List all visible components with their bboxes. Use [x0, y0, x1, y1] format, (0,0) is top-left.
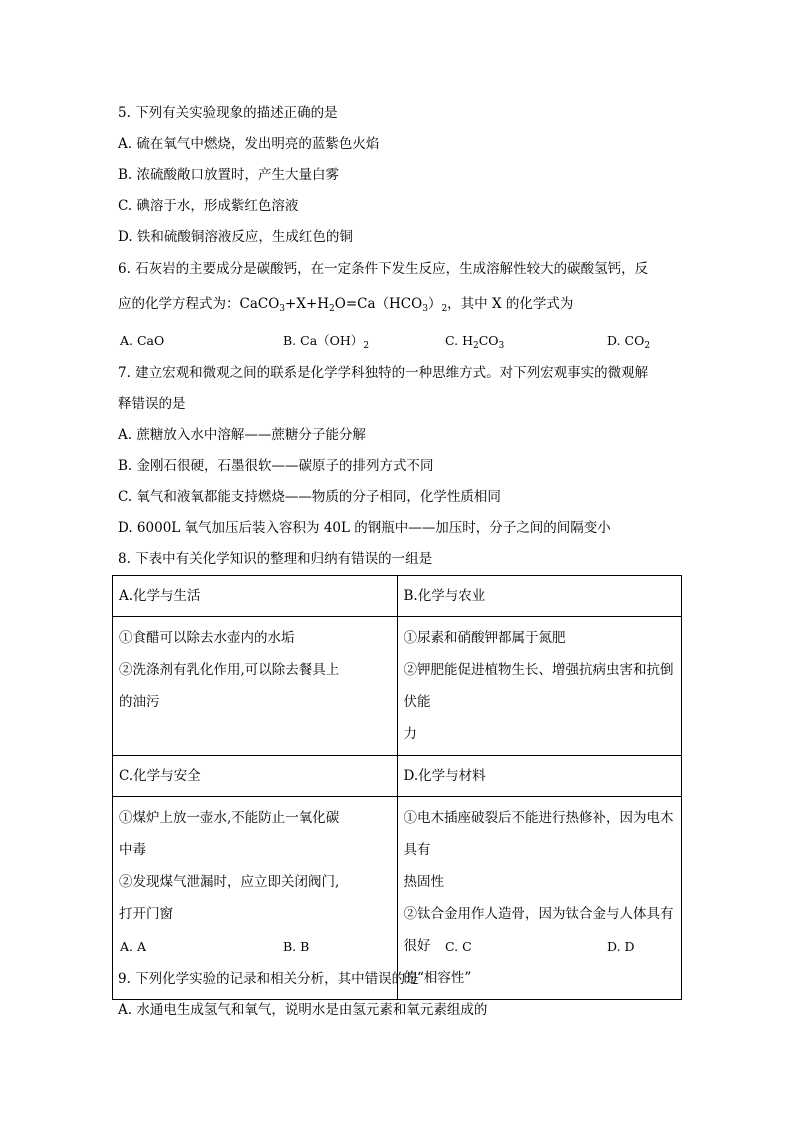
- table-line: ①尿素和硝酸钾都属于氮肥: [403, 630, 566, 646]
- q7-stem-line1: 7. 建立宏观和微观之间的联系是化学学科独特的一种思维方式。对下列宏观事实的微观解: [118, 365, 649, 381]
- q8-knowledge-table: [112, 575, 682, 1000]
- q5-option-a: A. 硫在氧气中燃烧，发出明亮的蓝紫色火焰: [118, 136, 380, 152]
- q5-option-c: C. 碘溶于水，形成紫红色溶液: [118, 198, 299, 214]
- q6-option-c: C. $H_2CO_3$: [445, 333, 505, 351]
- table-line: ①食醋可以除去水壶内的水垢: [119, 630, 295, 646]
- q7-option-a: A. 蔗糖放入水中溶解——蔗糖分子能分解: [118, 427, 366, 443]
- table-line: 的“相容性”: [403, 970, 472, 986]
- table-line: ②发现煤气泄漏时，应立即关闭阀门,: [119, 874, 340, 890]
- table-line: ②洗涤剂有乳化作用,可以除去餐具上: [119, 662, 340, 678]
- q9-option-a: A. 水通电生成氢气和氧气，说明水是由氢元素和氧元素组成的: [118, 1002, 488, 1018]
- q7-option-d: D. 6000L 氧气加压后装入容积为 40L 的钢瓶中——加压时，分子之间的间隔变小: [118, 520, 611, 536]
- table-cell-c-title: C.化学与安全: [113, 756, 398, 797]
- table-line: ①电木插座破裂后不能进行热修补，因为电木具有: [403, 810, 674, 858]
- table-line: ①煤炉上放一壶水,不能防止一氧化碳: [119, 810, 340, 826]
- q5-stem: 5. 下列有关实验现象的描述正确的是: [118, 105, 338, 121]
- q6-option-a: A. CaO: [120, 333, 165, 348]
- q5-option-d: D. 铁和硫酸铜溶液反应，生成红色的铜: [118, 229, 353, 245]
- table-line: 打开门窗: [119, 906, 173, 922]
- q6-equation: $CaCO_3+X+H_2O=Ca(HCO_3)_2$: [239, 296, 448, 314]
- table-line: 中毒: [119, 842, 146, 858]
- q6-stem-line2: [118, 295, 573, 313]
- table-cell-a-title: A.化学与生活: [113, 576, 398, 617]
- table-line: ②钾肥能促进植物生长、增强抗病虫害和抗倒伏能: [403, 662, 674, 710]
- q8-option-a: A. A: [120, 939, 147, 954]
- q7-stem-line2: 释错误的是: [118, 396, 186, 412]
- q8-option-b: B. B: [283, 939, 310, 954]
- q6-option-d: D. $CO_2$: [607, 333, 651, 351]
- table-line: 的油污: [119, 694, 160, 710]
- table-cell-b-title: B.化学与农业: [397, 576, 682, 617]
- table-cell-b-content: [397, 617, 682, 756]
- q7-option-b: B. 金刚石很硬，石墨很软——碳原子的排列方式不同: [118, 458, 434, 474]
- table-cell-d-content: [397, 797, 682, 1000]
- q6-option-b: B. $Ca(OH)_2$: [283, 333, 370, 351]
- q7-option-c: C. 氧气和液氧都能支持燃烧——物质的分子相同，化学性质相同: [118, 489, 501, 505]
- q5-option-b: B. 浓硫酸敞口放置时，产生大量白雾: [118, 167, 340, 183]
- table-cell-a-content: [113, 617, 398, 756]
- table-cell-d-title: D.化学与材料: [397, 756, 682, 797]
- q6-stem-prefix: 应的化学方程式为：: [118, 296, 240, 312]
- q8-option-c: C. C: [445, 939, 472, 954]
- q8-stem: 8. 下表中有关化学知识的整理和归纳有错误的一组是: [118, 551, 433, 567]
- q6-stem-suffix: ，其中 X 的化学式为: [447, 296, 574, 312]
- table-line: 热固性: [403, 874, 444, 890]
- table-line: 力: [403, 726, 417, 742]
- table-line: ②钛合金用作人造骨，因为钛合金与人体具有很好: [403, 906, 674, 954]
- q6-stem-line1: 6. 石灰岩的主要成分是碳酸钙，在一定条件下发生反应，生成溶解性较大的碳酸氢钙，反: [118, 261, 649, 277]
- q9-stem: 9. 下列化学实验的记录和相关分析，其中错误的是: [118, 971, 419, 987]
- q8-option-d: D. D: [607, 939, 635, 954]
